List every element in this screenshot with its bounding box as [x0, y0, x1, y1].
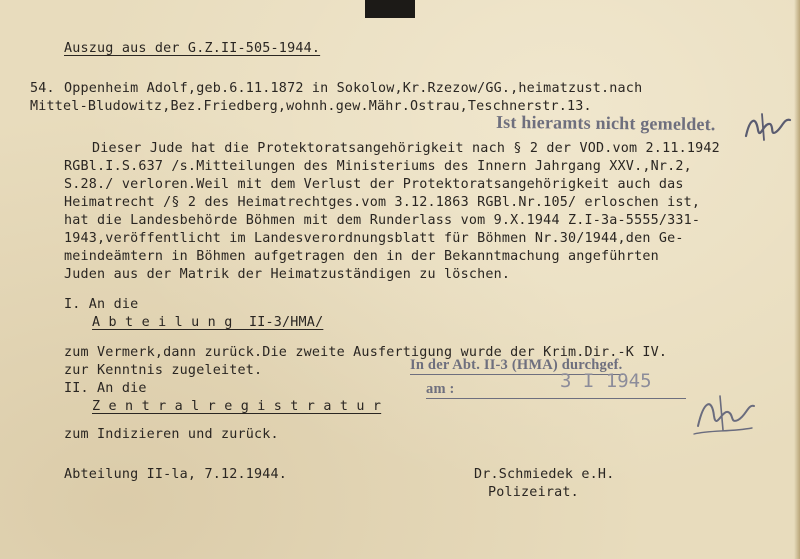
body-line-3: S.28./ verloren.Weil mit dem Verlust der Protektoratsangehörigkeit auch das: [64, 177, 684, 192]
section-two-line-1: zum Indizieren und zurück.: [64, 427, 279, 442]
stamp-not-registered: Ist hieramts nicht gemeldet.: [495, 111, 716, 135]
paper-edge: [794, 0, 800, 559]
section-one-recipient: A b t e i l u n g II-3/HMA/: [92, 315, 324, 330]
body-line-4: Heimatrecht /§ 2 des Heimatrechtges.vom 3.12.1863 RGBl.Nr.105/ erloschen ist,: [64, 195, 701, 210]
initials-signature-bottom: [690, 390, 760, 440]
body-line-6: 1943,veröffentlicht im Landesverordnungsblatt für Böhmen Nr.30/1944,den Ge-: [64, 231, 684, 246]
section-one-line-1: zum Vermerk,dann zurück.Die zweite Ausfertigung wurde der Krim.Dir.-K IV.: [64, 345, 668, 360]
entry-line-1: Oppenheim Adolf,geb.6.11.1872 in Sokolow,Kr.Rzezow/GG.,heimatzust.nach: [64, 81, 643, 96]
body-line-7: meindeämtern in Böhmen aufgetragen den in der Bekanntmachung angeführten: [64, 249, 659, 264]
stamp-receipt-line-1: In der Abt. II-3 (HMA) durchgef.: [410, 357, 623, 373]
body-line-2: RGBl.I.S.637 /s.Mitteilungen des Ministeriums des Innern Jahrgang XXV.,Nr.2,: [64, 159, 692, 174]
entry-number: 54.: [30, 81, 55, 96]
stamp-receipt-label: am :: [426, 381, 686, 399]
excerpt-title: Auszug aus der G.Z.II-505-1944.: [64, 41, 321, 56]
section-one-heading: I. An die: [64, 297, 139, 312]
section-two-heading: II. An die: [64, 381, 147, 396]
signatory-name: Dr.Schmiedek e.H.: [474, 467, 615, 482]
body-line-8: Juden aus der Matrik der Heimatzuständigen zu löschen.: [64, 267, 511, 282]
entry-line-2: Mittel-Bludowitz,Bez.Friedberg,wohnh.gew.Mähr.Ostrau,Teschnerstr.13.: [30, 99, 592, 114]
department-date: Abteilung II-la, 7.12.1944.: [64, 467, 288, 482]
section-one-line-2: zur Kenntnis zugeleitet.: [64, 363, 263, 378]
signatory-title: Polizeirat.: [488, 485, 579, 500]
stamp-receipt-date: 3 I 1945: [560, 370, 652, 392]
section-two-recipient: Z e n t r a l r e g i s t r a t u r: [92, 399, 382, 414]
body-line-5: hat die Landesbehörde Böhmen mit dem Runderlass vom 9.X.1944 Z.I-3a-5555/331-: [64, 213, 701, 228]
initials-signature-top: [740, 110, 800, 144]
body-line-1: Dieser Jude hat die Protektoratsangehörigkeit nach § 2 der VOD.vom 2.11.1942: [92, 141, 720, 156]
scan-dark-edge: [365, 0, 415, 18]
